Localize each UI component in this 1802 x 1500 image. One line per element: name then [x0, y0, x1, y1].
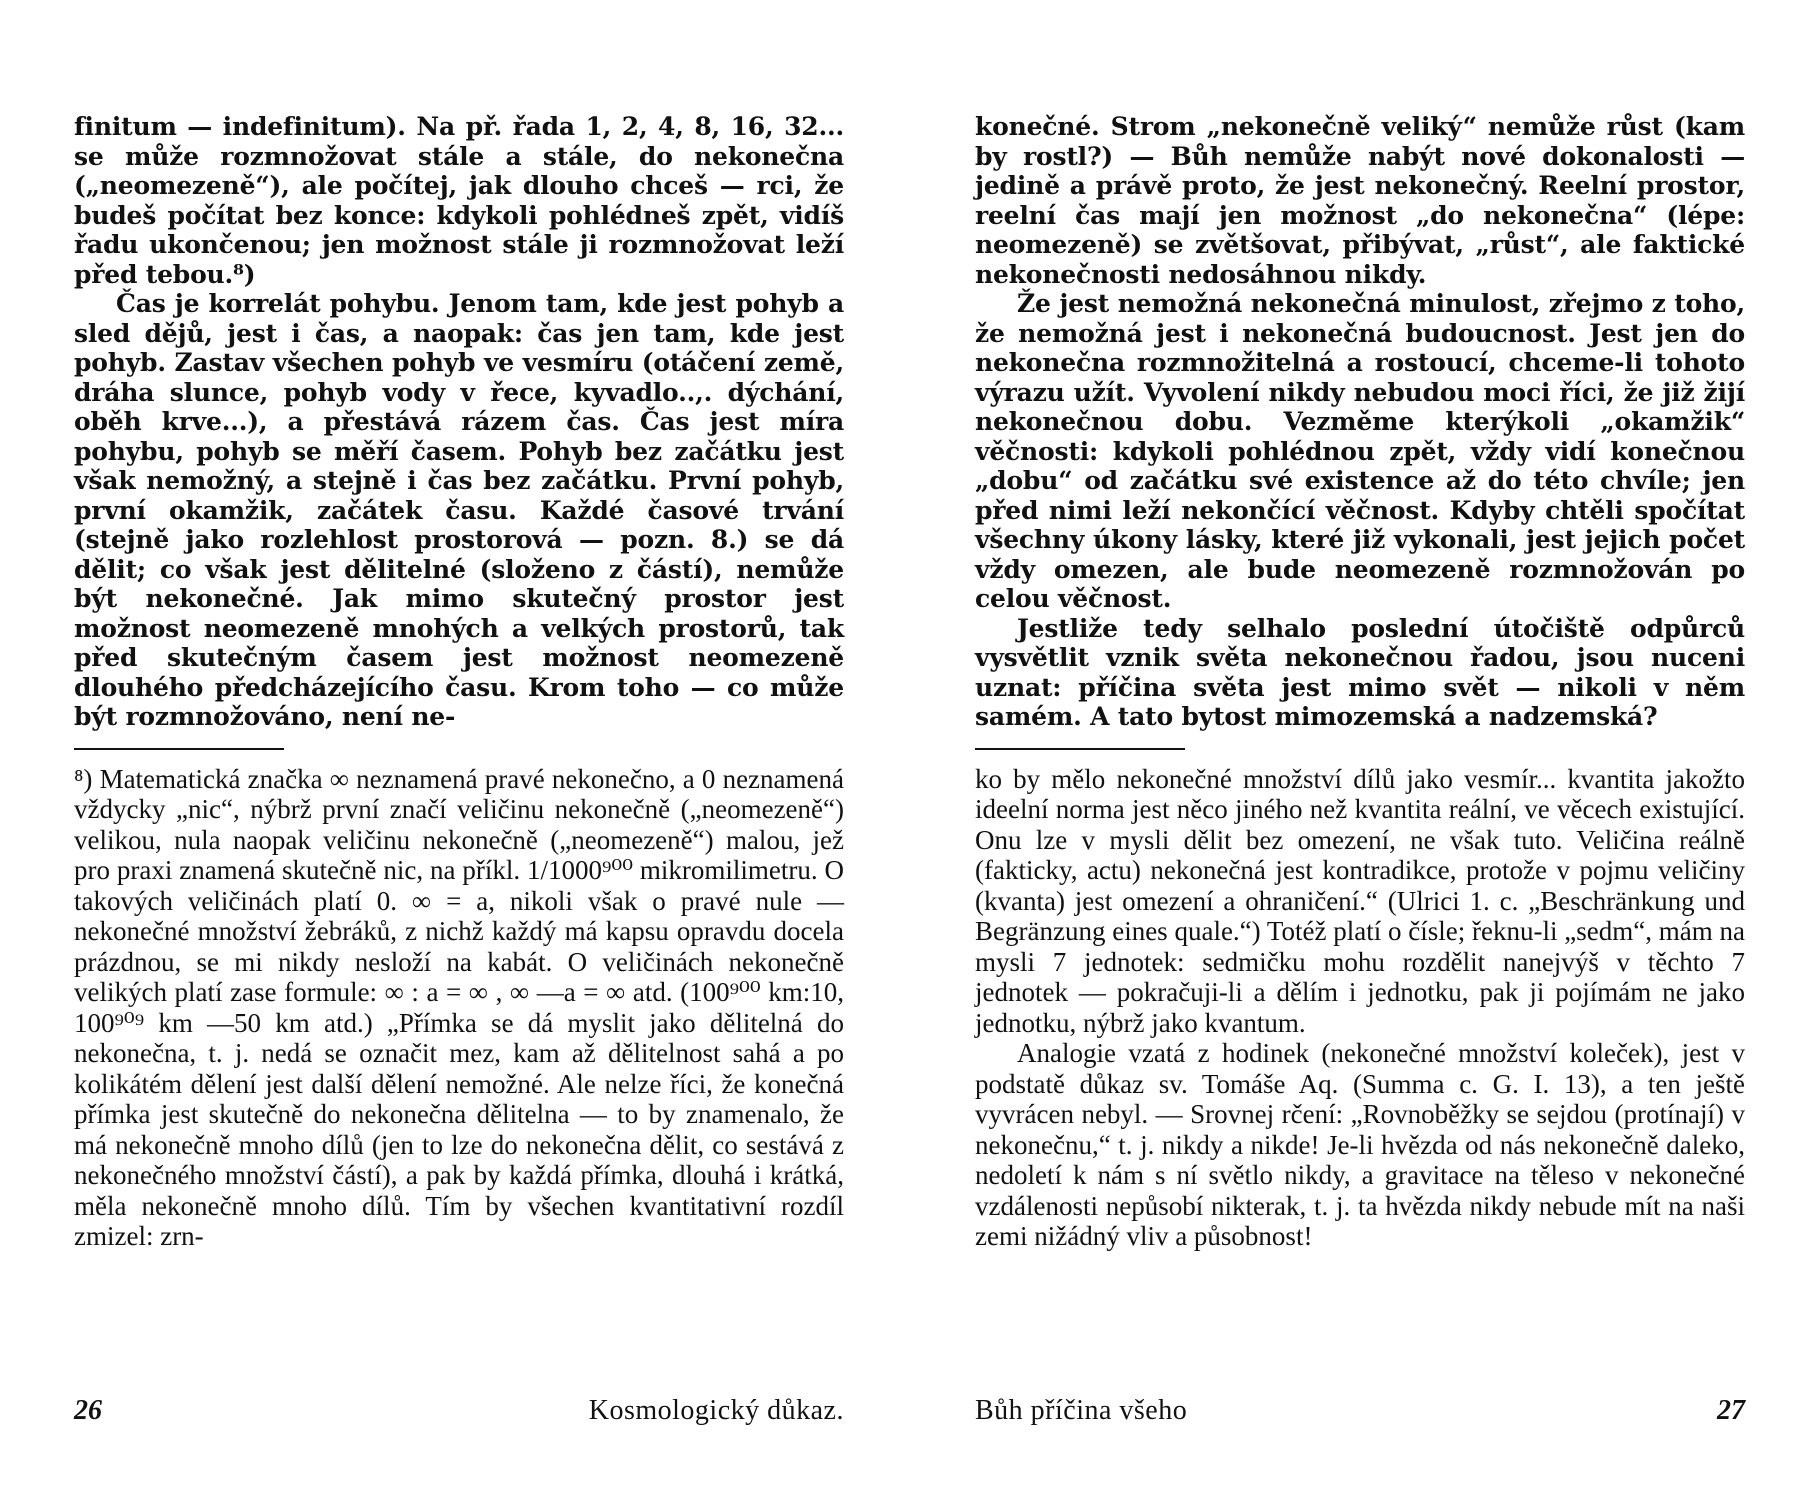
right-footnote: [975, 764, 1745, 1252]
right-page: [975, 112, 1745, 1252]
right-main-paragraph-1: konečné. Strom „nekonečně veliký“ nemůže růst (kam by rostl?) — Bůh nemůže nabýt nové dokonalosti — jedině a právě proto, že jest nekonečný. Reelní prostor, reelní čas mají jen možnost „do nekonečna“ (lépe: neomezeně) se zvětšovat, přibývat, „růst“, ale faktické nekonečnosti nedosáhnou nikdy.: [975, 112, 1745, 289]
running-title: Bůh příčina všeho: [975, 1395, 1188, 1426]
left-page: [74, 112, 844, 1252]
page-number: 27: [1717, 1395, 1745, 1426]
right-main-paragraph-2: Že jest nemožná nekonečná minulost, zřejmo z toho, že nemožná jest i nekonečná budoucnost. Jest jen do nekonečna rozmnožitelná a rostoucí, chceme-li tohoto výrazu užít. Vyvolení nikdy nebudou moci říci, že již žijí nekonečnou dobu. Vezměme kterýkoli „okamžik“ věčnosti: kdykoli pohlédnou zpět, vždy vidí konečnou „dobu“ od začátku své existence až do této chvíle; jen před nimi leží nekončící věčnost. Kdyby chtěli spočítat všechny úkony lásky, které již vykonali, jest jejich počet vždy omezen, ale bude neomezeně rozmnožován po celou věčnost.: [975, 289, 1745, 613]
footnote-divider: [74, 748, 284, 750]
left-footnote: [74, 764, 844, 1252]
right-footnote-paragraph-2: Analogie vzatá z hodinek (nekonečné množství koleček), jest v podstatě důkaz sv. Tomáše Aq. (Summa c. G. I. 13), a ten ještě vyvrácen nebyl. — Srovnej rčení: „Rovnoběžky se sejdou (protínají) v nekonečnu,“ t. j. nikdy a nikde! Je-li hvězda od nás nekonečně daleko, nedoletí k nám s ní světlo nikdy, a gravitace na těleso v nekonečné vzdálenosti nepůsobí nikterak, t. j. ta hvězda nikdy nebude mít na naši zemi nižádný vliv a působnost!: [975, 1038, 1745, 1251]
left-footnote-paragraph-1: ⁸) Matematická značka ∞ neznamená pravé nekonečno, a 0 neznamená vždycky „nic“, nýbrž první značí veličinu nekonečně („neomezeně“) velikou, nula naopak veličinu nekonečně („neomezeně“) malou, jež pro praxi znamená skutečně nic, na příkl. 1/1000⁹⁰⁰ mikromilimetru. O takových veličinách platí 0. ∞ = a, nikoli však o pravé nule — nekonečné množství žebráků, z nichž každý má kapsu opravdu docela prázdnou, se mi nikdy nesloží na kabát. O veličinách nekonečně velikých platí zase formule: ∞ : a = ∞ , ∞ —a = ∞ atd. (100⁹⁰⁰ km:10, 100⁹⁰⁹ km —50 km atd.) „Přímka se dá myslit jako dělitelná do nekonečna, t. j. nedá se označit mez, kam až dělitelnost sahá a po kolikátém dělení jest další dělení nemožné. Ale nelze říci, že konečná přímka jest skutečně do nekonečna dělitelna — to by znamenalo, že má nekonečně mnoho dílů (jen to lze do nekonečna dělit, co sestává z nekonečného množství částí), a pak by každá přímka, dlouhá i krátká, měla nekonečně mnoho dílů. Tím by všechen kvantitativní rozdíl zmizel: zrn-: [74, 763, 844, 1251]
page-number: 26: [74, 1395, 102, 1426]
right-footnote-paragraph-1: ko by mělo nekonečné množství dílů jako vesmír... kvantita jakožto ideelní norma jest něco jiného než kvantita reální, ve věcech existující. Onu lze v mysli dělit bez omezení, ne však tuto. Veličina reálně (fakticky, actu) nekonečná jest kontradikce, protože v pojmu veličiny (kvanta) jest omezení a ohraničení.“ (Ulrici 1. c. „Beschränkung und Begränzung eines quale.“) Totéž platí o čísle; řeknu-li „sedm“, mám na mysli 7 jednotek: sedmičku mohu rozdělit nanejvýš v těchto 7 jednotek — pokračuji-li a dělím i jednotku, pak ji pojímám ne jako jednotku, nýbrž jako kvantum.: [975, 763, 1745, 1038]
left-main-text: [74, 112, 844, 732]
left-main-paragraph-2: Čas je korrelát pohybu. Jenom tam, kde jest pohyb a sled dějů, jest i čas, a naopak: čas jen tam, kde jest pohyb. Zastav všechen pohyb ve vesmíru (otáčení země, dráha slunce, pohyb vody v řece, kyvadlo..,. dýchání, oběh krve...), a přestává rázem čas. Čas jest míra pohybu, pohyb se měří časem. Pohyb bez začátku jest však nemožný, a stejně i čas bez začátku. První pohyb, první okamžik, začátek času. Každé časové trvání (stejně jako rozlehlost prostorová — pozn. 8.) se dá dělit; co však jest dělitelné (složeno z částí), nemůže být nekonečné. Jak mimo skutečný prostor jest možnost neomezeně mnohých a velkých prostorů, tak před skutečným časem jest možnost neomezeně dlouhého předcházejícího času. Krom toho — co může být rozmnožováno, není ne-: [74, 289, 844, 731]
left-footer: [74, 1395, 844, 1435]
right-main-text: [975, 112, 1745, 732]
footnote-divider: [975, 748, 1185, 750]
running-title: Kosmologický důkaz.: [588, 1395, 844, 1426]
right-main-paragraph-3: Jestliže tedy selhalo poslední útočiště odpůrců vysvětlit vznik světa nekonečnou řadou, jsou nuceni uznat: příčina světa jest mimo svět — nikoli v něm samém. A tato bytost mimozemská a nadzemská?: [975, 613, 1745, 731]
left-main-paragraph-1: finitum — indefinitum). Na př. řada 1, 2, 4, 8, 16, 32... se může rozmnožovat stále a stále, do nekonečna („neomezeně“), ale počítej, jak dlouho chceš — rci, že budeš počítat bez konce: kdykoli pohlédneš zpět, vidíš řadu ukončenou; jen možnost stále ji rozmnožovat leží před tebou.⁸): [74, 112, 844, 289]
right-footer: [975, 1395, 1745, 1435]
